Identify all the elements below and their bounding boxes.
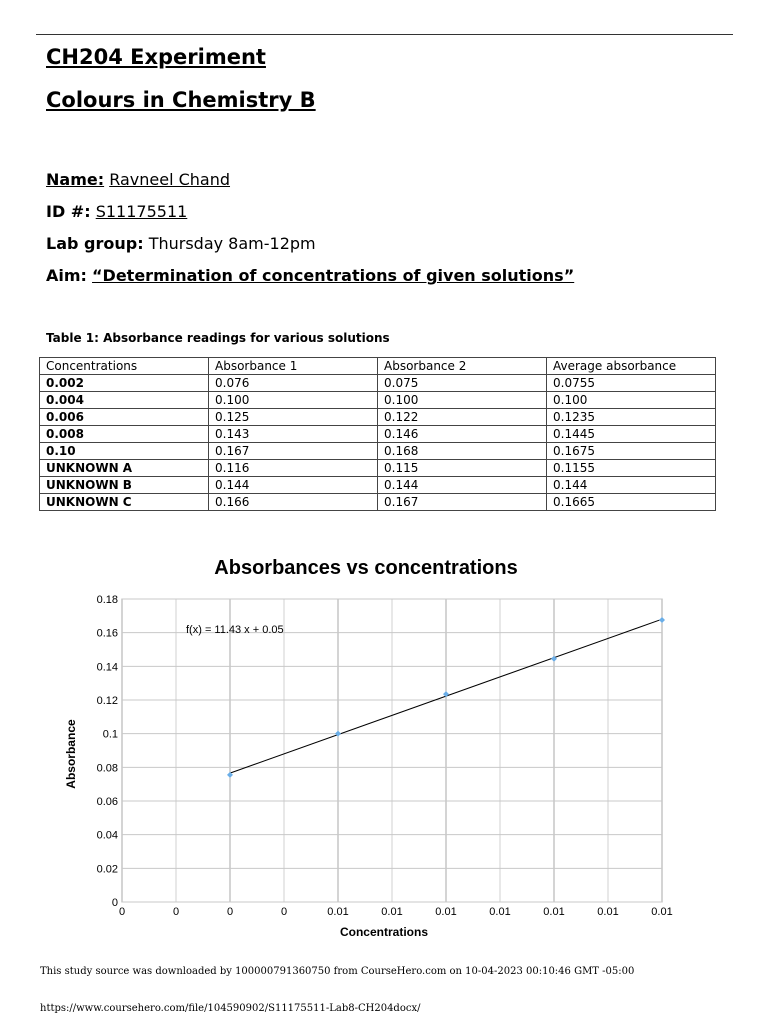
y-tick-label: 0.04 [96,829,118,842]
table-cell: UNKNOWN B [40,477,209,494]
x-tick-label: 0.01 [435,906,457,918]
table-cell: 0.167 [378,494,547,511]
table-cell: 0.1675 [547,443,716,460]
x-tick-label: 0.01 [597,906,619,918]
table-row [40,443,716,460]
table-cell: 0.1235 [547,409,716,426]
table-row [40,426,716,443]
column-header: Absorbance 2 [378,358,547,375]
chart-title: Absorbances vs concentrations [214,557,518,579]
table-cell: 0.1665 [547,494,716,511]
table-cell: 0.008 [40,426,209,443]
id-field [46,202,187,221]
table-cell: 0.116 [209,460,378,477]
table-cell: 0.143 [209,426,378,443]
absorbance-chart [0,540,768,950]
table-row [40,392,716,409]
x-tick-labels [119,906,673,918]
table-row [40,409,716,426]
y-tick-label: 0.08 [96,762,118,775]
column-header: Concentrations [40,358,209,375]
id-value: S11175511 [95,202,188,221]
aim-label: Aim: [46,266,87,285]
table-cell: 0.122 [378,409,547,426]
table-header-row [40,358,716,375]
x-tick-label: 0 [172,906,180,918]
table-cell: 0.100 [378,392,547,409]
table-cell: 0.144 [209,477,378,494]
y-tick-label: 0.02 [96,863,118,876]
lab-group-value: Thursday 8am-12pm [148,234,316,253]
x-axis-label: Concentrations [339,925,429,939]
table-cell: 0.144 [547,477,716,494]
y-tick-label: 0.14 [96,661,118,674]
data-point [443,691,449,697]
table-cell: 0.10 [40,443,209,460]
y-tick-label: 0.16 [96,627,118,640]
table-cell: 0.168 [378,443,547,460]
table-cell: 0.146 [378,426,547,443]
table-cell: 0.125 [209,409,378,426]
x-tick-label: 0 [226,906,234,918]
name-label: Name: [46,170,105,189]
y-tick-label: 0.12 [96,695,118,707]
name-field [46,170,230,189]
table-caption: Table 1: Absorbance readings for various solutions [46,331,390,345]
x-tick-label: 0.01 [327,906,349,918]
absorbance-table [39,357,716,511]
y-axis-label: Absorbance [64,719,78,789]
y-tick-label: 0.06 [96,796,118,808]
x-gridlines [122,599,662,902]
table-cell: 0.100 [209,392,378,409]
x-tick-label: 0 [280,906,288,918]
table-cell: UNKNOWN A [40,460,209,477]
table-cell: 0.076 [209,375,378,392]
x-tick-label: 0.01 [489,906,511,918]
top-rule [36,34,733,35]
table-cell: 0.002 [40,375,209,392]
y-tick-label: 0 [111,897,118,909]
table-cell: 0.167 [209,443,378,460]
experiment-title: CH204 Experiment [46,45,266,69]
y-tick-label: 0.18 [96,594,118,606]
table-row [40,460,716,477]
table-row [40,494,716,511]
column-header: Absorbance 1 [209,358,378,375]
table-cell: 0.006 [40,409,209,426]
table-cell: 0.115 [378,460,547,477]
table-cell: 0.144 [378,477,547,494]
table-row [40,375,716,392]
column-header: Average absorbance [547,358,716,375]
id-label: ID #: [46,202,91,221]
y-tick-label: 0.1 [102,728,118,741]
table-cell: 0.1445 [547,426,716,443]
trendline-equation: f(x) = 11.43 x + 0.05 [186,624,284,636]
table-row [40,477,716,494]
data-point [659,617,665,623]
table-cell: 0.1155 [547,460,716,477]
table-cell: UNKNOWN C [40,494,209,511]
x-tick-label: 0.01 [543,906,565,918]
download-notice: This study source was downloaded by 100000791360750 from CourseHero.com on 10-04-2023 00:10:46 GMT -05:00 [40,966,635,977]
x-tick-label: 0.01 [651,906,673,918]
x-tick-label: 0.01 [381,906,403,918]
aim-field [46,266,574,285]
aim-value: “Determination of concentrations of given solutions” [92,266,575,285]
table-cell: 0.100 [547,392,716,409]
x-tick-label: 0 [118,906,126,918]
table-cell: 0.0755 [547,375,716,392]
name-value: Ravneel Chand [109,170,231,189]
table-cell: 0.004 [40,392,209,409]
experiment-subtitle: Colours in Chemistry B [46,88,316,112]
source-url[interactable]: https://www.coursehero.com/file/104590902/S11175511-Lab8-CH204docx/ [40,1003,421,1014]
lab-group-field [46,234,316,253]
table-cell: 0.075 [378,375,547,392]
lab-group-label: Lab group: [46,234,144,253]
y-tick-labels [97,594,118,909]
table-cell: 0.166 [209,494,378,511]
